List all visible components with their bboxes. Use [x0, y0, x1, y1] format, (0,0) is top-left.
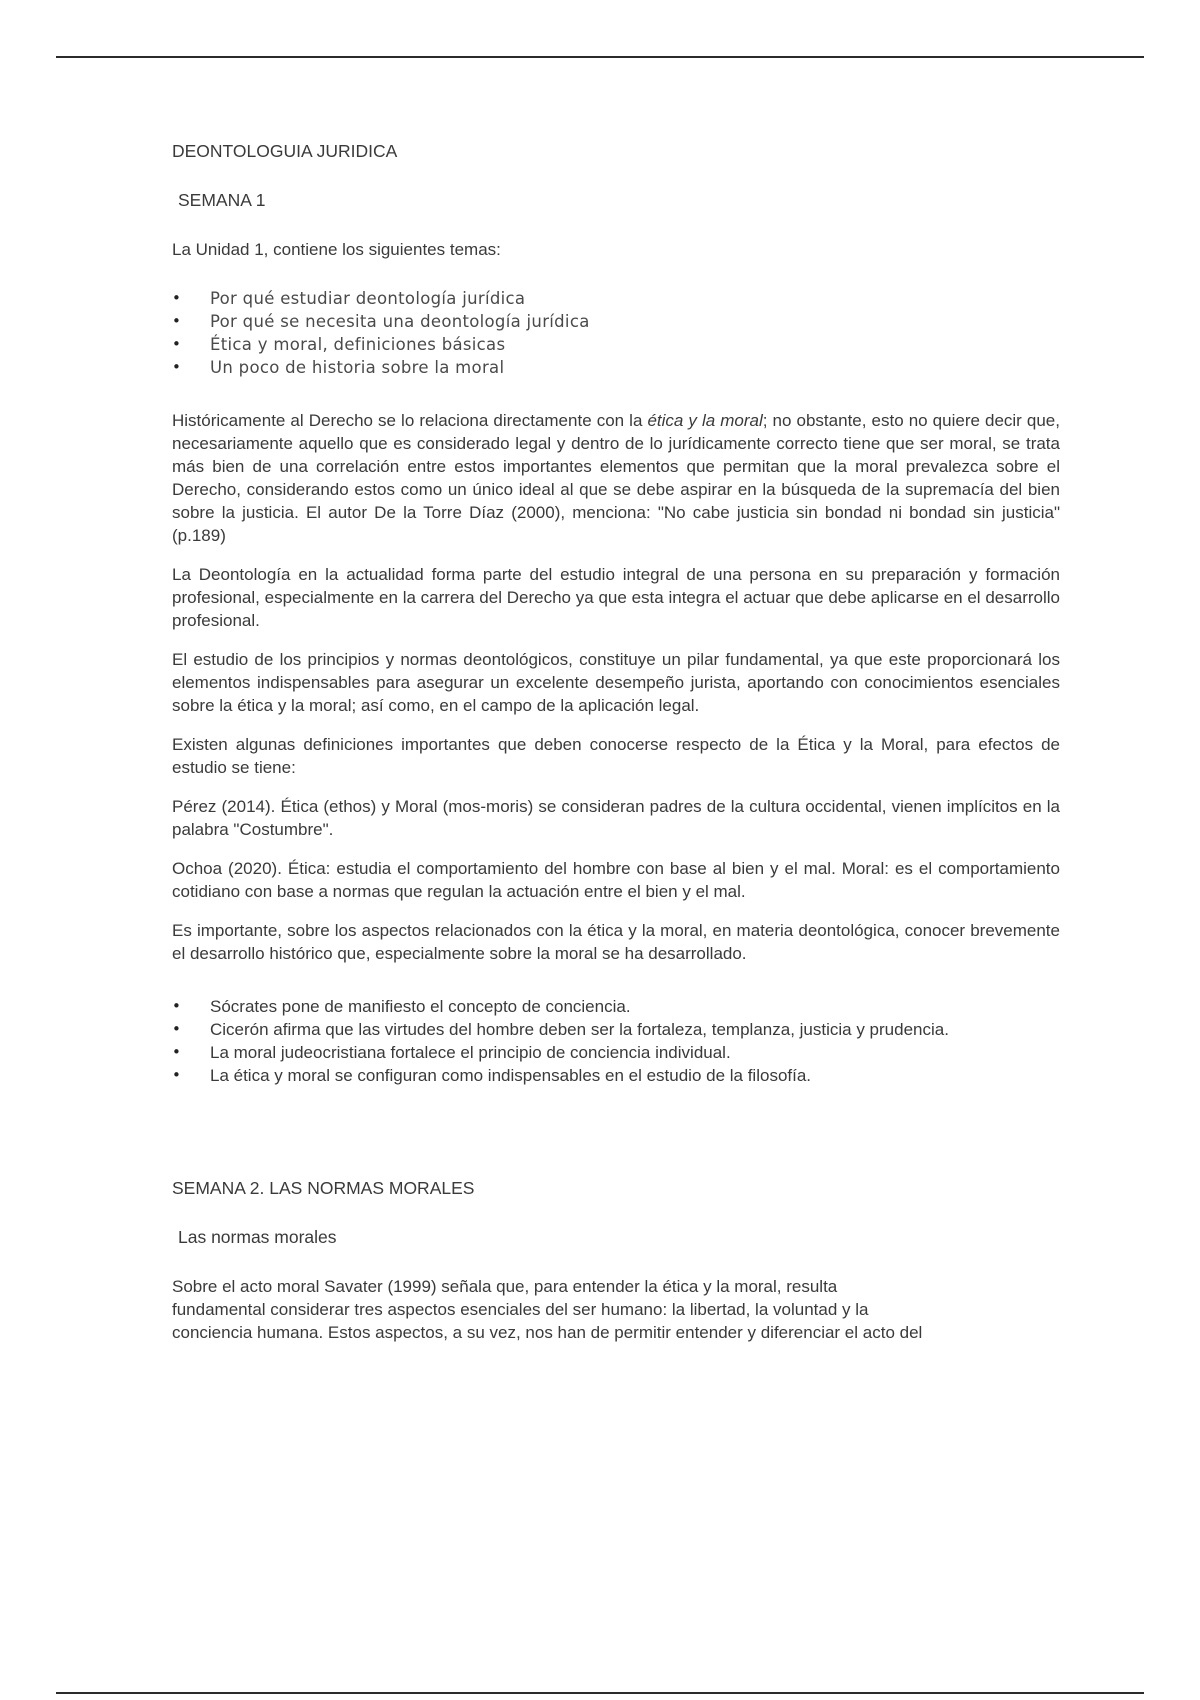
bullet-icon: • [172, 1043, 181, 1061]
week2-heading: SEMANA 2. LAS NORMAS MORALES [172, 1178, 475, 1198]
header-rule [56, 56, 1144, 58]
paragraph-text: ; no obstante, esto no quiere decir que, necesariamente aquello que es considerado legal y dentro de lo jurídicamente correcto tiene que ser moral, se trata más bien de una correlación entre estos importantes elementos que permitan que la moral prevalezca sobre el Derecho, considerando estos como un único ideal al que se debe aspirar en la búsqueda de la supremacía del bien sobre la justicia. El autor De la Torre Díaz (2000), menciona: "No cabe justicia sin bondad ni bondad sin justicia" (p.189) [172, 411, 1060, 545]
bullet-icon: • [172, 358, 182, 376]
bullet-icon: • [172, 1066, 181, 1084]
paragraph-line: Sobre el acto moral Savater (1999) señala que, para entender la ética y la moral, resulta [172, 1277, 838, 1296]
bullet-icon: • [172, 1020, 181, 1038]
paragraph-definitions-intro: Existen algunas definiciones importantes que deben conocerse respecto de la Ética y la Moral, para efectos de estudio se tiene: [172, 735, 1060, 777]
paragraph-historical-development: Es importante, sobre los aspectos relacionados con la ética y la moral, en materia deontológica, conocer brevemente el desarrollo histórico que, especialmente sobre la moral se ha desarrollado. [172, 921, 1060, 963]
week2-subheading: Las normas morales [178, 1227, 337, 1247]
paragraph-ochoa: Ochoa (2020). Ética: estudia el comportamiento del hombre con base al bien y el mal. Moral: es el comportamiento cotidiano con base a normas que regulan la actuación entre el bien y el mal. [172, 859, 1060, 901]
week1-heading: SEMANA 1 [178, 190, 266, 210]
list-item [172, 1064, 1060, 1087]
paragraph-deontology-today: La Deontología en la actualidad forma parte del estudio integral de una persona en su preparación y formación profesional, especialmente en la carrera del Derecho ya que esta integra el actuar que debe aplicarse en el desarrollo profesional. [172, 565, 1060, 630]
topics-list [172, 287, 1060, 379]
list-item [172, 1041, 1060, 1064]
list-item [172, 310, 1060, 333]
bullet-icon: • [172, 312, 182, 330]
bullet-icon: • [172, 289, 182, 307]
list-item [172, 1018, 1060, 1041]
footer-rule [56, 1692, 1144, 1694]
topic-text: Por qué estudiar deontología jurídica [210, 289, 526, 308]
document-title: DEONTOLOGUIA JURIDICA [172, 141, 398, 161]
list-item [172, 995, 1060, 1018]
paragraph-line: fundamental considerar tres aspectos esenciales del ser humano: la libertad, la voluntad y la [172, 1300, 869, 1319]
week1-intro: La Unidad 1, contiene los siguientes temas: [172, 240, 501, 259]
topic-text: Un poco de historia sobre la moral [210, 358, 505, 377]
bullet-icon: • [172, 997, 181, 1015]
paragraph-history-law [172, 409, 1060, 547]
document-page [172, 140, 1060, 1344]
paragraph-principles: El estudio de los principios y normas deontológicos, constituye un pilar fundamental, ya que este proporcionará los elementos indispensables para asegurar un excelente desempeño jurista, aportando con conocimientos esenciales sobre la ética y la moral; así como, en el campo de la aplicación legal. [172, 650, 1060, 715]
list-item [172, 287, 1060, 310]
topic-text: Por qué se necesita una deontología jurídica [210, 312, 590, 331]
history-text: La moral judeocristiana fortalece el principio de conciencia individual. [210, 1043, 731, 1062]
emphasis-text: ética y la moral [647, 411, 763, 430]
paragraph-line: conciencia humana. Estos aspectos, a su vez, nos han de permitir entender y diferenciar el acto del [172, 1323, 923, 1342]
paragraph-text: Históricamente al Derecho se lo relaciona directamente con la [172, 411, 648, 430]
bullet-icon: • [172, 335, 182, 353]
history-text: Cicerón afirma que las virtudes del hombre deben ser la fortaleza, templanza, justicia y prudencia. [210, 1020, 949, 1039]
list-item [172, 333, 1060, 356]
list-item [172, 356, 1060, 379]
paragraph-perez: Pérez (2014). Ética (ethos) y Moral (mos-moris) se consideran padres de la cultura occidental, vienen implícitos en la palabra "Costumbre". [172, 797, 1060, 839]
paragraph-savater [172, 1275, 1060, 1344]
topic-text: Ética y moral, definiciones básicas [210, 335, 506, 354]
history-text: La ética y moral se configuran como indispensables en el estudio de la filosofía. [210, 1066, 812, 1085]
history-text: Sócrates pone de manifiesto el concepto de conciencia. [210, 997, 631, 1016]
history-list [172, 995, 1060, 1087]
